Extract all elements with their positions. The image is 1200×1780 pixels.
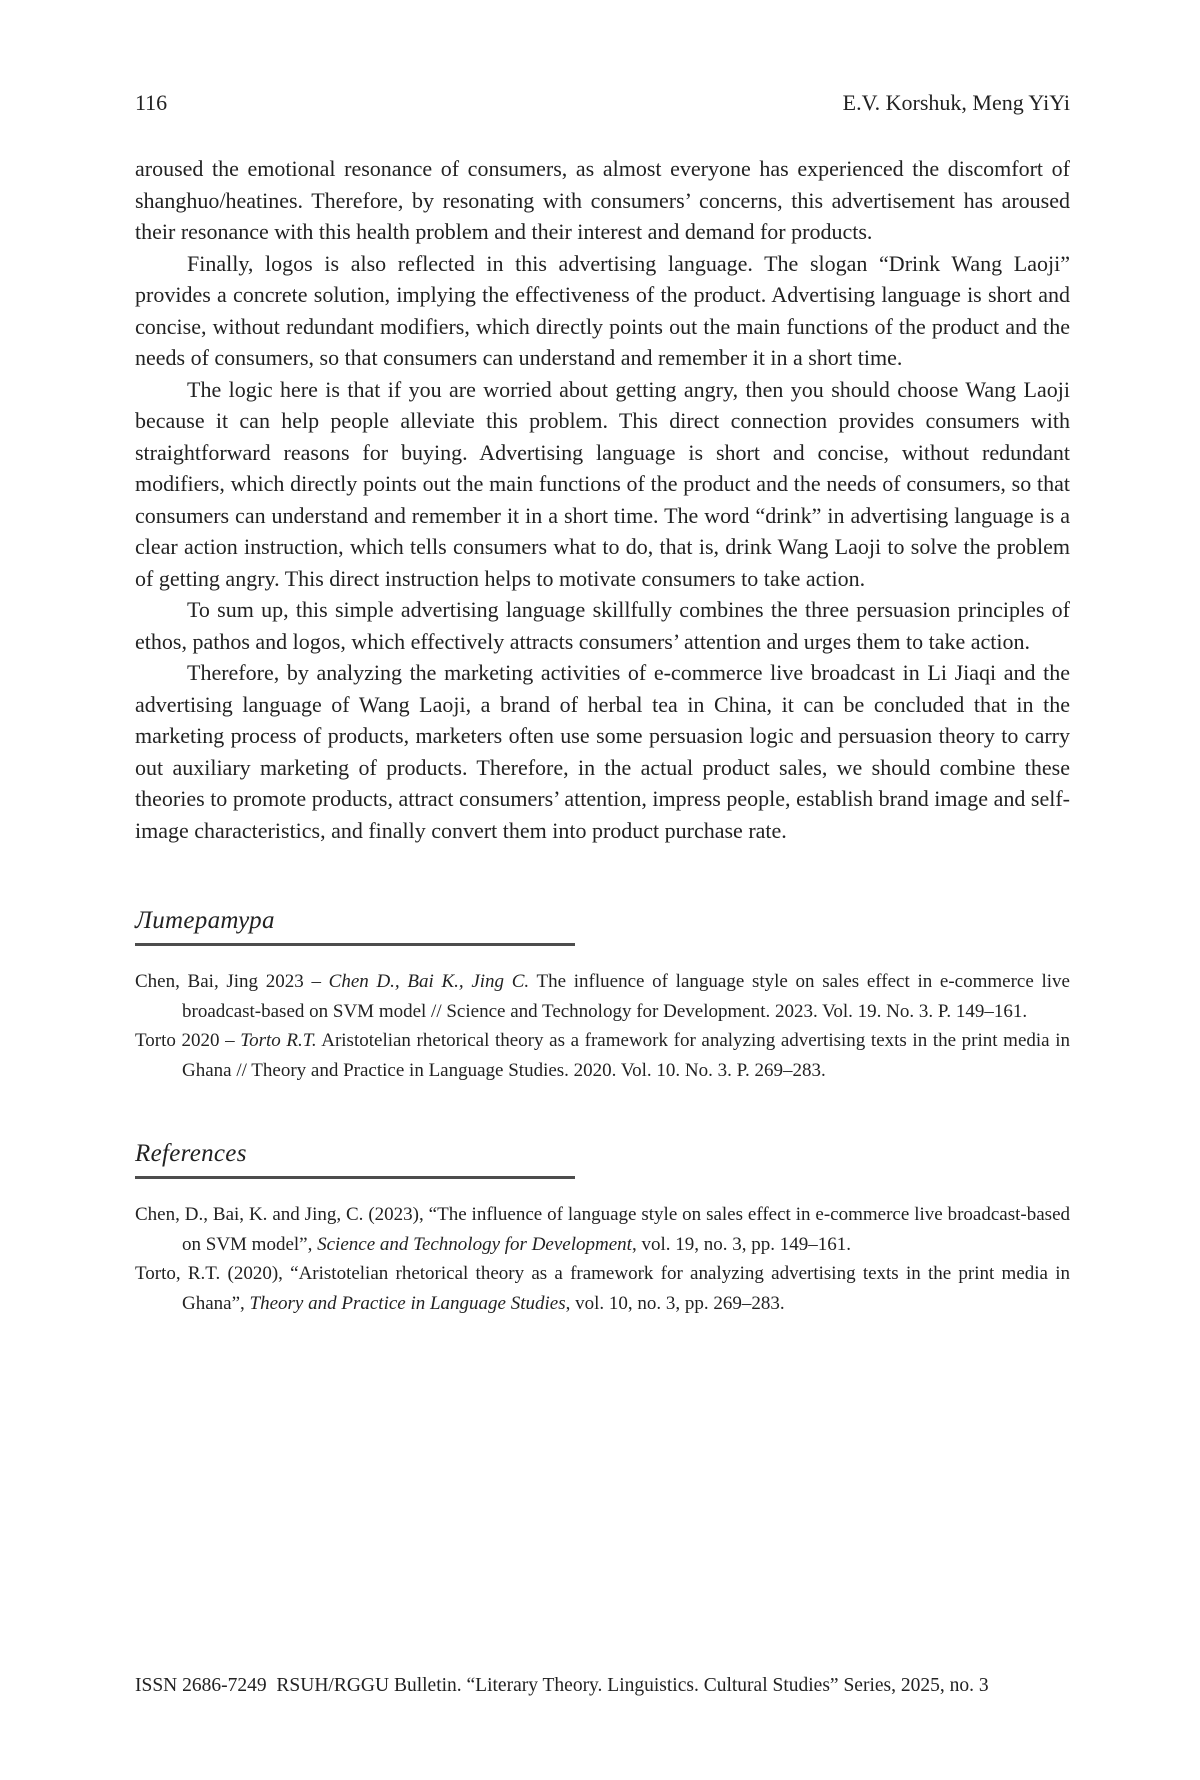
heading-rule (135, 943, 575, 946)
references-heading: References (135, 1140, 247, 1167)
paragraph: To sum up, this simple advertising language skillfully combines the three persuasion principles of ethos, pathos and logos, which effectively attracts consumers’ attention and urges them to take action. (135, 597, 1070, 654)
literatura-entries (135, 967, 1070, 1085)
running-head-authors: E.V. Korshuk, Meng YiYi (842, 90, 1070, 115)
bibliography-entry: Torto 2020 – Torto R.T. Aristotelian rhetorical theory as a framework for analyzing advertising texts in the print media in Ghana // Theory and Practice in Language Studies. 2020. Vol. 10. No. 3. P. 269–283. (135, 1030, 1070, 1081)
paragraph: Finally, logos is also reflected in this advertising language. The slogan “Drink Wang Laoji” provides a concrete solution, implying the effectiveness of the product. Advertising language is short and concise, without redundant modifiers, which directly points out the main functions of the product and the needs of consumers, so that consumers can understand and remember it in a short time. (135, 250, 1070, 370)
literatura-section (135, 906, 1070, 1085)
footer-issn-line: ISSN 2686-7249 RSUH/RGGU Bulletin. “Literary Theory. Linguistics. Cultural Studies” Series, 2025, no. 3 (135, 1675, 989, 1696)
reference-entry: Torto, R.T. (2020), “Aristotelian rhetorical theory as a framework for analyzing advertising texts in the print media in Ghana”, Theory and Practice in Language Studies, vol. 10, no. 3, pp. 269–283. (135, 1263, 1070, 1314)
page-number: 116 (135, 90, 168, 115)
reference-entry: Chen, D., Bai, K. and Jing, C. (2023), “The influence of language style on sales effect in e-commerce live broadcast-based on SVM model”, Science and Technology for Development, vol. 19, no. 3, pp. 149–161. (135, 1204, 1070, 1255)
running-header (135, 90, 1070, 116)
paragraph: Therefore, by analyzing the marketing activities of e-commerce live broadcast in Li Jiaqi and the advertising language of Wang Laoji, a brand of herbal tea in China, it can be concluded that in the marketing process of products, marketers often use some persuasion logic and persuasion theory to carry out auxiliary marketing of products. Therefore, in the actual product sales, we should combine these theories to promote products, attract consumers’ attention, impress people, establish brand image and self-image characteristics, and finally convert them into product purchase rate. (135, 660, 1070, 843)
page-footer (135, 1674, 989, 1698)
paragraph: The logic here is that if you are worried about getting angry, then you should choose Wang Laoji because it can help people alleviate this problem. This direct connection provides consumers with straightforward reasons for buying. Advertising language is short and concise, without redundant modifiers, which directly points out the main functions of the product and the needs of consumers, so that consumers can understand and remember it in a short time. The word “drink” in advertising language is a clear action instruction, which tells consumers what to do, that is, drink Wang Laoji to solve the problem of getting angry. This direct instruction helps to motivate consumers to take action. (135, 376, 1070, 591)
references-entries (135, 1200, 1070, 1318)
bibliography-entry: Chen, Bai, Jing 2023 – Chen D., Bai K., Jing C. The influence of language style on sales effect in e-commerce live broadcast-based on SVM model // Science and Technology for Development. 2023. Vol. 19. No. 3. P. 149–161. (135, 971, 1070, 1022)
heading-rule (135, 1176, 575, 1179)
paragraph-continuation: aroused the emotional resonance of consumers, as almost everyone has experienced the discomfort of shanghuo/heatines. Therefore, by resonating with consumers’ concerns, this advertisement has aroused their resonance with this health problem and their interest and demand for products. (135, 156, 1070, 244)
literatura-heading: Литература (135, 907, 275, 934)
article-body (135, 153, 1070, 1318)
references-section (135, 1139, 1070, 1318)
